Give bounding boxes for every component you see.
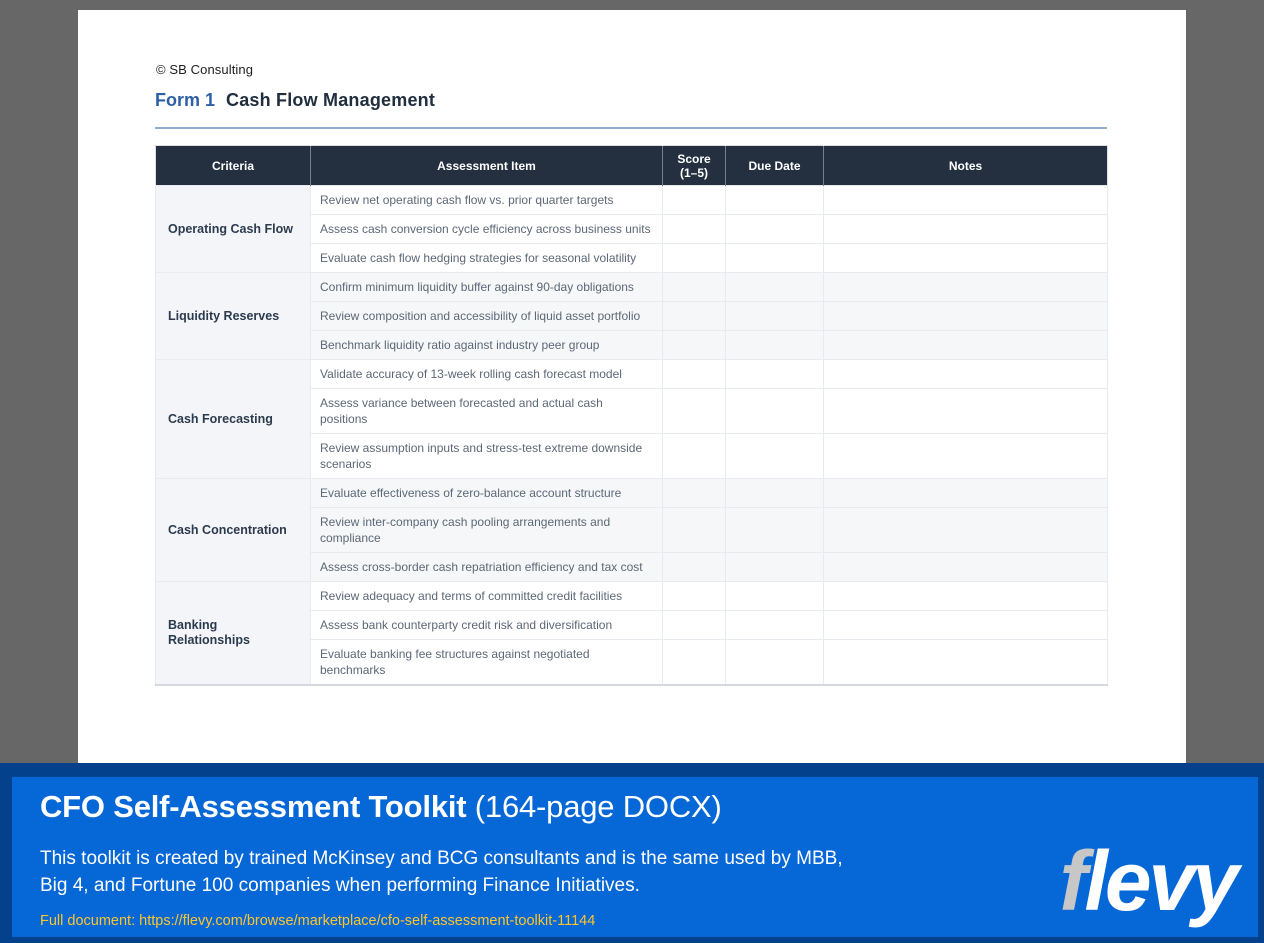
banner-description-line-1: This toolkit is created by trained McKinsey and BCG consultants and is the same used by MBB, — [40, 848, 843, 869]
header-notes: Notes — [824, 146, 1108, 186]
due-date-cell — [726, 479, 824, 508]
score-cell — [663, 611, 726, 640]
score-cell — [663, 215, 726, 244]
assessment-item-cell: Validate accuracy of 13-week rolling cash forecast model — [311, 360, 663, 389]
notes-cell — [824, 302, 1108, 331]
full-document-line — [40, 913, 595, 929]
table-row — [156, 479, 1108, 508]
due-date-cell — [726, 302, 824, 331]
score-cell — [663, 186, 726, 215]
table-header-row — [156, 146, 1108, 186]
banner-title-bold: CFO Self-Assessment Toolkit — [40, 789, 467, 824]
assessment-item-cell: Review inter-company cash pooling arrangements and compliance — [311, 508, 663, 553]
notes-cell — [824, 582, 1108, 611]
flevy-logo-letter-f: f — [1059, 834, 1085, 928]
page-title — [155, 90, 435, 111]
assessment-item-cell: Assess cross-border cash repatriation efficiency and tax cost — [311, 553, 663, 582]
assessment-item-cell: Assess bank counterparty credit risk and diversification — [311, 611, 663, 640]
assessment-item-cell: Assess cash conversion cycle efficiency across business units — [311, 215, 663, 244]
score-cell — [663, 553, 726, 582]
banner-description-line-2: Big 4, and Fortune 100 companies when performing Finance Initiatives. — [40, 875, 640, 896]
table-row — [156, 186, 1108, 215]
assessment-item-cell: Review adequacy and terms of committed credit facilities — [311, 582, 663, 611]
full-document-label: Full document: — [40, 913, 140, 929]
table-row — [156, 582, 1108, 611]
notes-cell — [824, 434, 1108, 479]
score-cell — [663, 244, 726, 273]
flevy-logo-rest: levy — [1084, 834, 1236, 928]
criteria-cell: Banking Relationships — [156, 582, 311, 686]
form-number-label: Form 1 — [155, 90, 216, 110]
criteria-cell: Liquidity Reserves — [156, 273, 311, 360]
header-due-date: Due Date — [726, 146, 824, 186]
notes-cell — [824, 508, 1108, 553]
assessment-item-cell: Benchmark liquidity ratio against industry peer group — [311, 331, 663, 360]
assessment-item-cell: Evaluate banking fee structures against negotiated benchmarks — [311, 640, 663, 686]
notes-cell — [824, 479, 1108, 508]
due-date-cell — [726, 273, 824, 302]
notes-cell — [824, 244, 1108, 273]
title-divider — [155, 127, 1107, 129]
score-cell — [663, 273, 726, 302]
banner-description — [40, 845, 843, 899]
criteria-cell: Operating Cash Flow — [156, 186, 311, 273]
notes-cell — [824, 611, 1108, 640]
criteria-cell: Cash Forecasting — [156, 360, 311, 479]
banner-title — [40, 789, 722, 825]
notes-cell — [824, 553, 1108, 582]
banner-panel — [12, 777, 1258, 937]
notes-cell — [824, 331, 1108, 360]
score-cell — [663, 640, 726, 686]
score-cell — [663, 479, 726, 508]
header-assessment-item: Assessment Item — [311, 146, 663, 186]
due-date-cell — [726, 640, 824, 686]
copyright-text: © SB Consulting — [156, 62, 254, 77]
due-date-cell — [726, 186, 824, 215]
notes-cell — [824, 215, 1108, 244]
score-cell — [663, 434, 726, 479]
banner-title-suffix: (164-page DOCX) — [466, 789, 722, 824]
notes-cell — [824, 360, 1108, 389]
document-page — [78, 10, 1186, 763]
table-row — [156, 273, 1108, 302]
assessment-item-cell: Review net operating cash flow vs. prior quarter targets — [311, 186, 663, 215]
score-cell — [663, 331, 726, 360]
score-cell — [663, 582, 726, 611]
header-score: Score (1–5) — [663, 146, 726, 186]
assessment-table — [155, 145, 1107, 686]
assessment-item-cell: Assess variance between forecasted and actual cash positions — [311, 389, 663, 434]
flevy-banner — [0, 763, 1264, 943]
notes-cell — [824, 389, 1108, 434]
due-date-cell — [726, 553, 824, 582]
due-date-cell — [726, 582, 824, 611]
header-criteria: Criteria — [156, 146, 311, 186]
score-cell — [663, 302, 726, 331]
full-document-link[interactable]: https://flevy.com/browse/marketplace/cfo-self-assessment-toolkit-11144 — [139, 913, 596, 929]
notes-cell — [824, 273, 1108, 302]
due-date-cell — [726, 360, 824, 389]
score-cell — [663, 360, 726, 389]
score-cell — [663, 508, 726, 553]
table-row — [156, 360, 1108, 389]
assessment-item-cell: Confirm minimum liquidity buffer against 90-day obligations — [311, 273, 663, 302]
due-date-cell — [726, 389, 824, 434]
notes-cell — [824, 640, 1108, 686]
score-cell — [663, 389, 726, 434]
assessment-item-cell: Evaluate cash flow hedging strategies for seasonal volatility — [311, 244, 663, 273]
assessment-item-cell: Evaluate effectiveness of zero-balance account structure — [311, 479, 663, 508]
due-date-cell — [726, 611, 824, 640]
notes-cell — [824, 186, 1108, 215]
due-date-cell — [726, 244, 824, 273]
form-title-text: Cash Flow Management — [226, 90, 436, 110]
flevy-logo — [1059, 834, 1236, 928]
assessment-item-cell: Review assumption inputs and stress-test extreme downside scenarios — [311, 434, 663, 479]
due-date-cell — [726, 434, 824, 479]
due-date-cell — [726, 331, 824, 360]
assessment-table-body — [156, 186, 1108, 686]
assessment-item-cell: Review composition and accessibility of liquid asset portfolio — [311, 302, 663, 331]
due-date-cell — [726, 215, 824, 244]
due-date-cell — [726, 508, 824, 553]
criteria-cell: Cash Concentration — [156, 479, 311, 582]
